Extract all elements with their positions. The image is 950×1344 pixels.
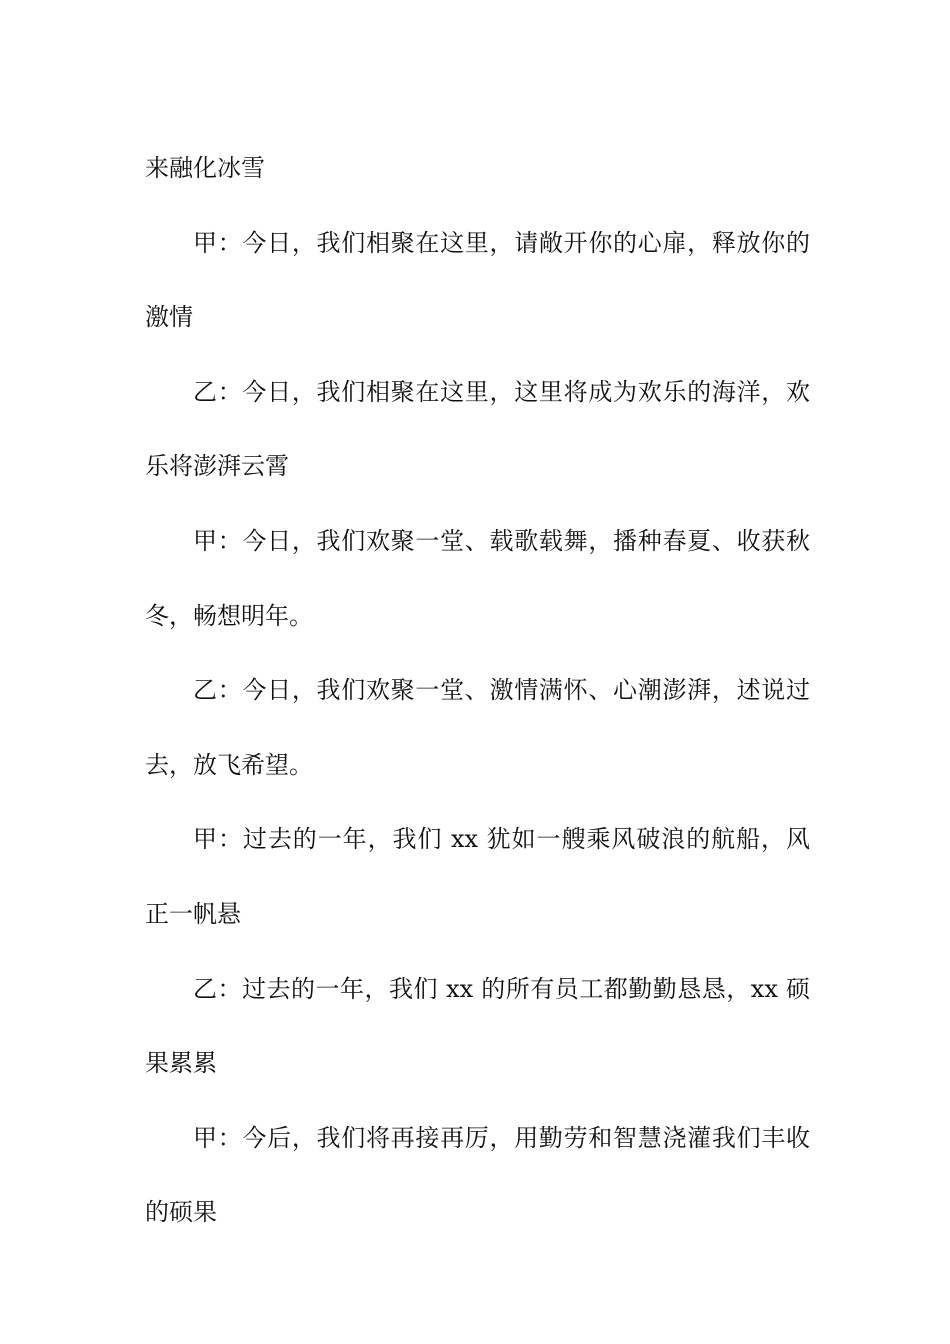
paragraph-yi-3: 乙：过去的一年，我们 xx 的所有员工都勤勤恳恳，xx 硕果累累 <box>145 974 810 1078</box>
document-body <box>145 131 810 1250</box>
paragraph-jia-4: 甲：今后，我们将再接再厉，用勤劳和智慧浇灌我们丰收的硕果 <box>145 1123 810 1227</box>
paragraph-yi-1: 乙：今日，我们相聚在这里，这里将成为欢乐的海洋，欢乐将澎湃云霄 <box>145 377 810 481</box>
paragraph-jia-3: 甲：过去的一年，我们 xx 犹如一艘乘风破浪的航船，风正一帆悬 <box>145 825 810 928</box>
paragraph-continuation: 来融化冰雪 <box>145 154 265 182</box>
paragraph-jia-2: 甲：今日，我们欢聚一堂、载歌载舞，播种春夏、收获秋冬，畅想明年。 <box>145 526 810 630</box>
paragraph-yi-2: 乙：今日，我们欢聚一堂、激情满怀、心潮澎湃，述说过去，放飞希望。 <box>145 676 810 779</box>
paragraph-jia-1: 甲：今日，我们相聚在这里，请敞开你的心扉，释放你的激情 <box>145 228 810 332</box>
